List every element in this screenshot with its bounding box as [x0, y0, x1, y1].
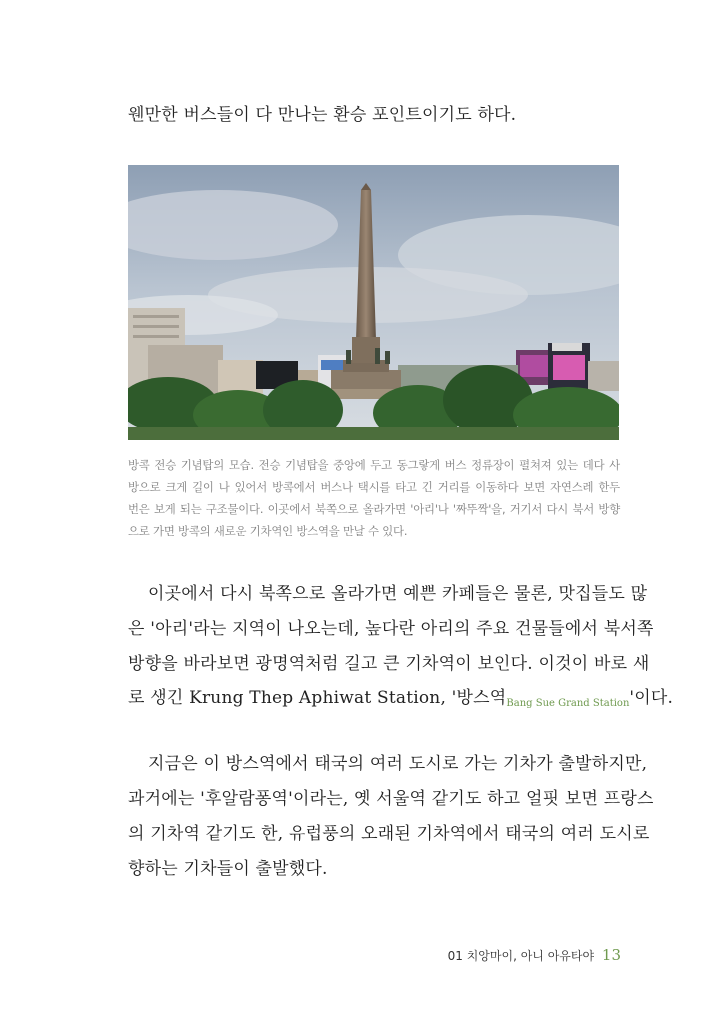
paragraph2-last-line: 향하는 기차들이 출발했다. [128, 859, 328, 879]
caption-line: 방으로 크게 길이 나 있어서 방콕에서 버스나 택시를 타고 긴 거리를 이동하다 보면 자연스레 한두 [128, 480, 620, 494]
caption-line: 으로 가면 방콕의 새로운 기차역인 방스역을 만날 수 있다. [128, 524, 408, 538]
caption-line: 번은 보게 되는 구조물이다. 이곳에서 북쪽으로 올라가면 '아리'나 '짜뚜짝'을, 거기서 다시 북서 방향 [128, 502, 620, 516]
victory-monument-photo [128, 165, 619, 440]
paragraph2-line: 의 기차역 같기도 한, 유럽풍의 오래된 기차역에서 태국의 여러 도시로 [128, 824, 650, 844]
paragraph1-last-line [128, 686, 673, 716]
page-number: 13 [601, 946, 621, 964]
paragraph1-last-end: '이다. [629, 688, 674, 708]
paragraph2-line: 지금은 이 방스역에서 태국의 여러 도시로 가는 기차가 출발하지만, [148, 754, 648, 774]
top-line: 웬만한 버스들이 다 만나는 환승 포인트이기도 하다. [128, 105, 517, 125]
page-footer [448, 946, 621, 964]
bang-sue-subscript: Bang Sue Grand Station [506, 698, 630, 709]
paragraph1-last-start: 로 생긴 Krung Thep Aphiwat Station, '방스역 [128, 688, 507, 708]
chapter-title: 01 치앙마이, 아니 아유타야 [447, 949, 595, 963]
paragraph1-line: 방향을 바라보면 광명역처럼 길고 큰 기차역이 보인다. 이것이 바로 새 [128, 654, 650, 674]
caption-line: 방콕 전승 기념탑의 모습. 전승 기념탑을 중앙에 두고 동그랗게 버스 정류장이 펼쳐져 있는 데다 사 [128, 458, 620, 472]
paragraph1-line: 은 '아리'라는 지역이 나오는데, 높다란 아리의 주요 건물들에서 북서쪽 [128, 619, 654, 639]
monument-illustration [128, 165, 619, 440]
paragraph1-line: 이곳에서 다시 북쪽으로 올라가면 예쁜 카페들은 물론, 맛집들도 많 [148, 584, 648, 604]
paragraph2-line: 과거에는 '후알람퐁역'이라는, 옛 서울역 같기도 하고 얼핏 보면 프랑스 [128, 789, 654, 809]
